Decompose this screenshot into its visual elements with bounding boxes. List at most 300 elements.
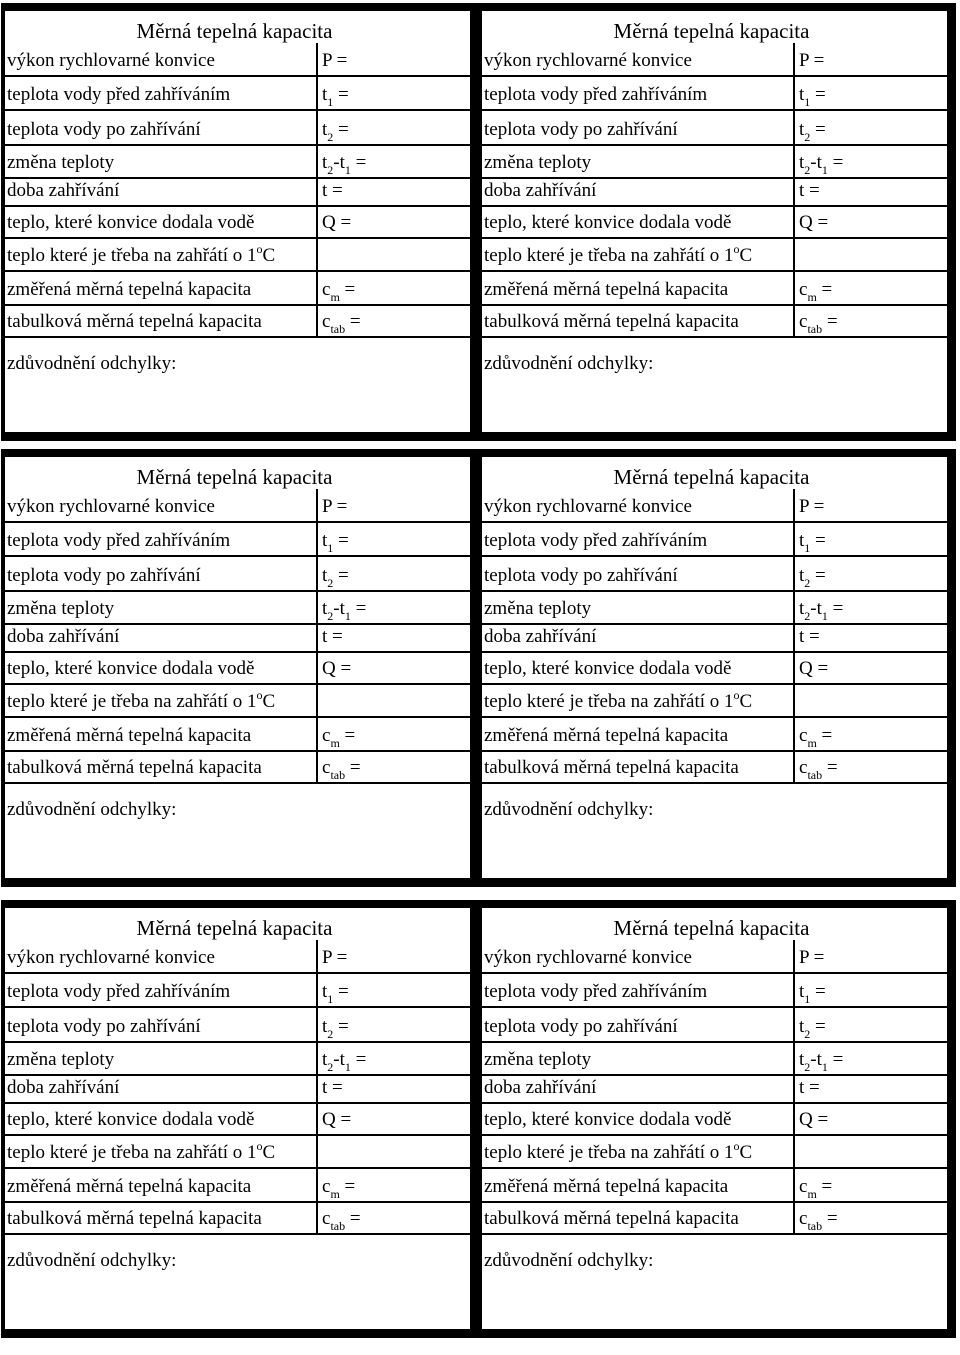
symbol-subscript: 2	[327, 576, 334, 590]
quantity-symbol[interactable]	[799, 565, 826, 590]
quantity-symbol[interactable]	[322, 626, 343, 648]
symbol-equals: =	[827, 598, 844, 619]
row-label-text: změna teploty	[7, 152, 115, 173]
quantity-symbol[interactable]	[322, 1208, 361, 1233]
symbol-operator: =	[345, 1208, 361, 1229]
worksheet-card-2	[478, 3, 956, 441]
power-row	[482, 45, 947, 77]
quantity-symbol[interactable]	[799, 947, 824, 969]
symbol-subscript: tab	[807, 768, 823, 782]
symbol-subscript: tab	[330, 322, 346, 336]
row-label-text: teplo které je třeba na zahřátí o 1	[484, 1142, 734, 1163]
row-label-text: teplo které je třeba na zahřátí o 1	[7, 245, 257, 266]
symbol-letter: t	[799, 598, 805, 619]
row-label-text: změna teploty	[7, 598, 115, 619]
card-title: Měrná tepelná kapacita	[613, 19, 810, 43]
row-label-text: změna teploty	[484, 1049, 592, 1070]
quantity-symbol[interactable]	[322, 84, 349, 109]
symbol-letter: Q	[322, 658, 336, 679]
row-label	[7, 242, 276, 267]
row-label-text: změřená měrná tepelná kapacita	[7, 1176, 252, 1197]
row-label	[484, 1049, 591, 1071]
symbol-subscript: 2	[804, 163, 811, 177]
column-divider	[316, 1076, 318, 1102]
quantity-symbol[interactable]	[799, 725, 833, 750]
symbol-letter: t	[799, 565, 805, 586]
symbol-letter: t	[322, 1077, 328, 1098]
column-divider	[793, 685, 795, 716]
measured-capacity-row	[5, 1169, 470, 1203]
quantity-symbol[interactable]	[799, 530, 826, 555]
quantity-symbol[interactable]	[322, 1109, 351, 1131]
final-temp-row	[5, 557, 470, 592]
column-divider	[793, 306, 795, 336]
symbol-subscript: m	[330, 290, 340, 304]
row-label	[7, 947, 215, 969]
quantity-symbol[interactable]	[799, 119, 826, 144]
symbol-operator: =	[822, 757, 838, 778]
row-label	[7, 119, 201, 141]
temp-change-row	[482, 1043, 947, 1076]
quantity-symbol[interactable]	[322, 658, 351, 680]
final-temp-row	[482, 557, 947, 592]
symbol-letter: c	[799, 1176, 808, 1197]
symbol-letter: c	[799, 311, 808, 332]
column-divider	[316, 940, 318, 972]
row-label-text: změřená měrná tepelná kapacita	[484, 1176, 729, 1197]
column-divider	[793, 1076, 795, 1102]
row-label-text: doba zahřívání	[7, 626, 120, 647]
deviation-reason-row	[5, 784, 470, 824]
symbol-subscript-2: 1	[821, 1060, 828, 1074]
row-label-text: teplota vody po zahřívání	[484, 119, 678, 140]
row-label	[7, 626, 119, 648]
heat-per-degree-row	[5, 1136, 470, 1169]
symbol-letter: t	[799, 1016, 805, 1037]
heat-supplied-row	[482, 207, 947, 239]
symbol-subscript: 2	[804, 1060, 811, 1074]
row-label	[484, 1208, 739, 1230]
temp-change-row	[5, 592, 470, 625]
symbol-operator: =	[333, 119, 349, 140]
row-label-text: tabulková měrná tepelná kapacita	[484, 311, 739, 332]
row-label	[484, 1016, 678, 1038]
symbol-operator: =	[335, 212, 352, 233]
symbol-operator: =	[327, 626, 343, 647]
quantity-symbol[interactable]	[322, 1077, 343, 1099]
symbol-letter: Q	[799, 212, 813, 233]
column-divider	[793, 272, 795, 304]
quantity-symbol[interactable]	[322, 565, 349, 590]
column-divider	[793, 557, 795, 590]
row-label	[7, 688, 276, 713]
symbol-letter: t	[799, 84, 805, 105]
column-divider	[316, 43, 318, 75]
symbol-operator: =	[810, 565, 826, 586]
row-label	[7, 279, 251, 301]
symbol-operator: =	[339, 279, 356, 300]
row-label	[484, 180, 596, 202]
column-divider	[316, 974, 318, 1006]
symbol-subscript: m	[330, 1187, 340, 1201]
degree-superscript: o	[256, 688, 263, 702]
symbol-letter: c	[799, 279, 808, 300]
column-divider	[793, 974, 795, 1006]
symbol-letter: t	[322, 565, 328, 586]
column-divider	[316, 146, 318, 177]
quantity-symbol[interactable]	[322, 496, 347, 518]
symbol-letter: t	[799, 626, 805, 647]
row-label-text: teplo které je třeba na zahřátí o 1	[7, 691, 257, 712]
heating-time-row	[5, 1076, 470, 1104]
column-divider	[793, 239, 795, 270]
quantity-symbol[interactable]	[322, 1049, 367, 1074]
symbol-subscript: 2	[804, 1027, 811, 1041]
symbol-operator: =	[345, 311, 361, 332]
row-label-text: změřená měrná tepelná kapacita	[484, 279, 729, 300]
deviation-reason-row	[5, 338, 470, 378]
power-row	[482, 942, 947, 974]
row-label-text: výkon rychlovarné konvice	[7, 947, 215, 968]
quantity-symbol[interactable]	[799, 1049, 844, 1074]
quantity-symbol[interactable]	[322, 530, 349, 555]
quantity-symbol[interactable]	[322, 725, 356, 750]
row-label	[7, 1139, 276, 1164]
symbol-subscript: tab	[807, 1219, 823, 1233]
symbol-subscript: tab	[330, 1219, 346, 1233]
symbol-subscript: 2	[327, 163, 334, 177]
column-divider	[316, 625, 318, 651]
row-label	[484, 725, 728, 747]
row-label	[484, 799, 653, 821]
unit-text: C	[262, 245, 276, 266]
symbol-letter: t	[799, 152, 805, 173]
quantity-symbol[interactable]	[799, 311, 838, 336]
quantity-symbol[interactable]	[322, 119, 349, 144]
symbol-operator: -t	[810, 152, 822, 173]
symbol-letter: P	[322, 496, 332, 517]
quantity-symbol[interactable]	[799, 1109, 828, 1131]
degree-superscript: o	[733, 1139, 740, 1153]
quantity-symbol[interactable]	[322, 598, 367, 623]
row-label-text: tabulková měrná tepelná kapacita	[7, 1208, 262, 1229]
row-label-text: doba zahřívání	[484, 626, 597, 647]
symbol-operator: =	[810, 981, 826, 1002]
symbol-letter: t	[322, 1049, 328, 1070]
degree-superscript: o	[256, 1139, 263, 1153]
temp-change-row	[5, 1043, 470, 1076]
symbol-letter: t	[322, 598, 328, 619]
unit-text: C	[739, 245, 753, 266]
symbol-subscript: 2	[327, 1027, 334, 1041]
row-label-text: změřená měrná tepelná kapacita	[484, 725, 729, 746]
row-label	[484, 242, 753, 267]
symbol-subscript: 1	[327, 541, 334, 555]
row-label	[7, 565, 201, 587]
symbol-operator: =	[812, 212, 829, 233]
row-label-text: teplo, které konvice dodala vodě	[484, 1109, 732, 1130]
row-label-text: teplota vody po zahřívání	[7, 119, 201, 140]
symbol-subscript: 2	[804, 576, 811, 590]
symbol-operator: =	[331, 947, 348, 968]
symbol-subscript: 1	[327, 95, 334, 109]
quantity-symbol[interactable]	[799, 50, 824, 72]
row-label-text: změřená měrná tepelná kapacita	[7, 279, 252, 300]
power-row	[5, 942, 470, 974]
row-label	[7, 530, 230, 552]
row-label	[484, 84, 707, 106]
row-label-text: tabulková měrná tepelná kapacita	[7, 757, 262, 778]
column-divider	[793, 752, 795, 782]
symbol-letter: P	[322, 947, 332, 968]
measured-capacity-row	[5, 272, 470, 306]
initial-temp-row	[5, 77, 470, 111]
row-label	[484, 1250, 653, 1272]
symbol-subscript: m	[807, 290, 817, 304]
quantity-symbol[interactable]	[799, 180, 820, 202]
heating-time-row	[482, 1076, 947, 1104]
final-temp-row	[482, 111, 947, 146]
column-divider	[316, 1008, 318, 1041]
row-label-text: teplota vody před zahříváním	[7, 84, 231, 105]
row-label-text: teplota vody před zahříváním	[484, 530, 708, 551]
quantity-symbol[interactable]	[799, 626, 820, 648]
row-label	[484, 279, 728, 301]
symbol-operator: =	[810, 119, 826, 140]
quantity-symbol[interactable]	[322, 947, 347, 969]
row-label-text: doba zahřívání	[484, 1077, 597, 1098]
quantity-symbol[interactable]	[799, 658, 828, 680]
row-label	[7, 1016, 201, 1038]
final-temp-row	[5, 1008, 470, 1043]
measured-capacity-row	[482, 272, 947, 306]
symbol-letter: t	[322, 84, 328, 105]
row-label	[7, 1176, 251, 1198]
measured-capacity-row	[482, 718, 947, 752]
row-label-text: teplota vody před zahříváním	[7, 530, 231, 551]
symbol-letter: c	[799, 1208, 808, 1229]
symbol-operator: =	[810, 1016, 826, 1037]
column-divider	[793, 179, 795, 205]
symbol-letter: Q	[799, 658, 813, 679]
column-divider	[316, 306, 318, 336]
quantity-symbol[interactable]	[799, 279, 833, 304]
row-label	[7, 658, 254, 680]
row-label	[484, 496, 692, 518]
row-label	[484, 1109, 731, 1131]
row-label-text: teplo, které konvice dodala vodě	[484, 212, 732, 233]
column-divider	[793, 1008, 795, 1041]
card-title: Měrná tepelná kapacita	[136, 916, 333, 940]
row-label-text: zdůvodnění odchylky:	[7, 799, 177, 820]
row-label	[7, 598, 114, 620]
symbol-letter: c	[322, 311, 331, 332]
quantity-symbol[interactable]	[799, 1176, 833, 1201]
symbol-operator: =	[333, 84, 349, 105]
quantity-symbol[interactable]	[799, 981, 826, 1006]
symbol-subscript: 2	[804, 130, 811, 144]
quantity-symbol[interactable]	[322, 212, 351, 234]
heat-supplied-row	[5, 207, 470, 239]
quantity-symbol[interactable]	[799, 152, 844, 177]
row-label	[7, 725, 251, 747]
column-divider	[793, 625, 795, 651]
quantity-symbol[interactable]	[322, 1176, 356, 1201]
temp-change-row	[5, 146, 470, 179]
row-label-text: výkon rychlovarné konvice	[7, 496, 215, 517]
row-label	[7, 1109, 254, 1131]
row-label-text: výkon rychlovarné konvice	[7, 50, 215, 71]
row-label-text: teplota vody po zahřívání	[484, 1016, 678, 1037]
quantity-symbol[interactable]	[322, 152, 367, 177]
column-divider	[316, 77, 318, 109]
table-capacity-row	[5, 1203, 470, 1235]
column-divider	[316, 685, 318, 716]
deviation-reason-row	[482, 784, 947, 824]
heat-supplied-row	[482, 1104, 947, 1136]
symbol-operator: =	[808, 947, 825, 968]
row-label	[484, 212, 731, 234]
symbol-equals: =	[350, 1049, 367, 1070]
symbol-equals: =	[350, 152, 367, 173]
worksheet-card-3	[1, 449, 479, 887]
symbol-operator: =	[333, 530, 349, 551]
deviation-reason-row	[5, 1235, 470, 1275]
quantity-symbol[interactable]	[322, 50, 347, 72]
symbol-letter: t	[799, 1077, 805, 1098]
symbol-equals: =	[827, 1049, 844, 1070]
symbol-letter: c	[322, 757, 331, 778]
quantity-symbol[interactable]	[322, 311, 361, 336]
column-divider	[316, 489, 318, 521]
row-label-text: tabulková měrná tepelná kapacita	[7, 311, 262, 332]
symbol-subscript: m	[807, 1187, 817, 1201]
worksheet-card-6	[478, 900, 956, 1338]
symbol-operator: =	[327, 1077, 343, 1098]
quantity-symbol[interactable]	[799, 1016, 826, 1041]
symbol-operator: =	[808, 50, 825, 71]
heating-time-row	[5, 625, 470, 653]
symbol-letter: c	[322, 725, 331, 746]
symbol-letter: P	[322, 50, 332, 71]
card-title: Měrná tepelná kapacita	[613, 916, 810, 940]
initial-temp-row	[482, 523, 947, 557]
symbol-operator: =	[816, 725, 833, 746]
quantity-symbol[interactable]	[799, 757, 838, 782]
power-row	[482, 491, 947, 523]
row-label-text: tabulková měrná tepelná kapacita	[484, 1208, 739, 1229]
symbol-operator: =	[822, 1208, 838, 1229]
worksheet-card-1	[1, 3, 479, 441]
symbol-subscript-2: 1	[821, 163, 828, 177]
quantity-symbol[interactable]	[799, 598, 844, 623]
row-label-text: teplo které je třeba na zahřátí o 1	[484, 691, 734, 712]
initial-temp-row	[5, 974, 470, 1008]
symbol-operator: =	[812, 658, 829, 679]
column-divider	[316, 1104, 318, 1134]
temp-change-row	[482, 592, 947, 625]
symbol-subscript-2: 1	[344, 609, 351, 623]
row-label-text: teplota vody před zahříváním	[484, 981, 708, 1002]
row-label	[484, 1176, 728, 1198]
card-title: Měrná tepelná kapacita	[613, 465, 810, 489]
column-divider	[793, 940, 795, 972]
symbol-letter: c	[799, 757, 808, 778]
symbol-letter: t	[799, 981, 805, 1002]
symbol-operator: =	[816, 1176, 833, 1197]
unit-text: C	[739, 1142, 753, 1163]
final-temp-row	[482, 1008, 947, 1043]
quantity-symbol[interactable]	[322, 757, 361, 782]
column-divider	[793, 207, 795, 237]
quantity-symbol[interactable]	[799, 84, 826, 109]
symbol-operator: =	[335, 1109, 352, 1130]
column-divider	[793, 77, 795, 109]
degree-superscript: o	[256, 242, 263, 256]
quantity-symbol[interactable]	[322, 981, 349, 1006]
heat-supplied-row	[482, 653, 947, 685]
row-label	[484, 50, 692, 72]
measured-capacity-row	[5, 718, 470, 752]
quantity-symbol[interactable]	[322, 180, 343, 202]
row-label	[7, 496, 215, 518]
row-label	[484, 981, 707, 1003]
row-label	[484, 626, 596, 648]
final-temp-row	[5, 111, 470, 146]
quantity-symbol[interactable]	[799, 1077, 820, 1099]
heating-time-row	[5, 179, 470, 207]
row-label	[7, 1049, 114, 1071]
symbol-operator: =	[812, 1109, 829, 1130]
symbol-operator: =	[804, 626, 820, 647]
quantity-symbol[interactable]	[799, 496, 824, 518]
symbol-equals: =	[827, 152, 844, 173]
column-divider	[793, 489, 795, 521]
power-row	[5, 45, 470, 77]
quantity-symbol[interactable]	[322, 279, 356, 304]
row-label	[7, 981, 230, 1003]
row-label	[484, 947, 692, 969]
deviation-reason-row	[482, 338, 947, 378]
quantity-symbol[interactable]	[322, 1016, 349, 1041]
symbol-letter: c	[799, 725, 808, 746]
symbol-subscript: 2	[327, 1060, 334, 1074]
card-title: Měrná tepelná kapacita	[136, 19, 333, 43]
symbol-subscript: 1	[804, 95, 811, 109]
row-label-text: teplo, které konvice dodala vodě	[7, 658, 255, 679]
symbol-subscript: tab	[330, 768, 346, 782]
quantity-symbol[interactable]	[799, 1208, 838, 1233]
unit-text: C	[739, 691, 753, 712]
column-divider	[793, 43, 795, 75]
symbol-letter: c	[322, 1208, 331, 1229]
row-label-text: změna teploty	[484, 152, 592, 173]
temp-change-row	[482, 146, 947, 179]
column-divider	[316, 1043, 318, 1074]
quantity-symbol[interactable]	[799, 212, 828, 234]
table-capacity-row	[5, 306, 470, 338]
symbol-letter: t	[799, 119, 805, 140]
symbol-letter: c	[322, 279, 331, 300]
symbol-operator: =	[816, 279, 833, 300]
row-label	[7, 1208, 262, 1230]
row-label-text: teplo které je třeba na zahřátí o 1	[484, 245, 734, 266]
symbol-letter: Q	[799, 1109, 813, 1130]
column-divider	[793, 1169, 795, 1201]
column-divider	[316, 179, 318, 205]
symbol-letter: t	[799, 180, 805, 201]
symbol-letter: P	[799, 947, 809, 968]
